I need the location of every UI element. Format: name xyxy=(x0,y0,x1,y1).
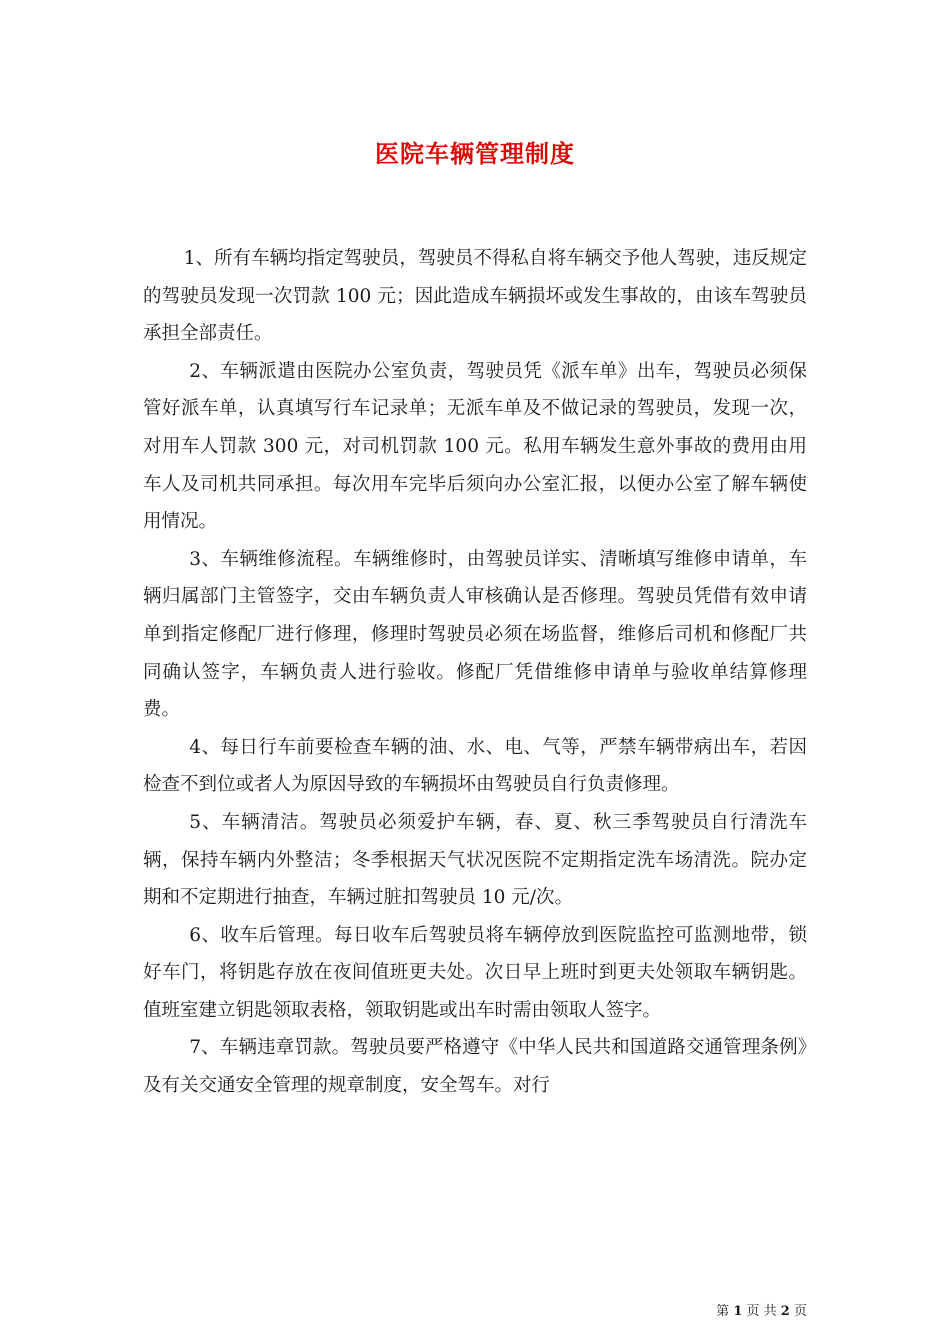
paragraph-3: 3、车辆维修流程。车辆维修时，由驾驶员详实、清晰填写维修申请单，车辆归属部门主管签字，交由车辆负责人审核确认是否修理。驾驶员凭借有效申请单到指定修配厂进行修理，修理时驾驶员必须在场监督，维修后司机和修配厂共同确认签字，车辆负责人进行验收。修配厂凭借维修申请单与验收单结算修理费。 xyxy=(143,548,807,721)
paragraph-1: 1、所有车辆均指定驾驶员，驾驶员不得私自将车辆交予他人驾驶，违反规定的驾驶员发现一次罚款 100 元；因此造成车辆损坏或发生事故的，由该车驾驶员承担全部责任。 xyxy=(143,248,807,345)
footer-prefix: 第 xyxy=(716,1304,730,1319)
footer-suffix: 页 xyxy=(793,1304,807,1319)
document-title: 医院车辆管理制度 xyxy=(375,139,575,168)
page-footer xyxy=(716,1300,807,1319)
paragraph-2: 2、车辆派遣由医院办公室负责，驾驶员凭《派车单》出车，驾驶员必须保管好派车单，认真填写行车记录单；无派车单及不做记录的驾驶员，发现一次，对用车人罚款 300 元，对司机罚款 100 元。私用车辆发生意外事故的费用由用车人及司机共同承担。每次用车完毕后须向办公室汇报，以便办公室了解车辆使用情况。 xyxy=(143,360,807,533)
footer-total-pages: 2 xyxy=(780,1304,790,1319)
paragraph-6: 6、收车后管理。每日收车后驾驶员将车辆停放到医院监控可监测地带，锁好车门，将钥匙存放在夜间值班更夫处。次日早上班时到更夫处领取车辆钥匙。值班室建立钥匙领取表格，领取钥匙或出车时需由领取人签字。 xyxy=(143,924,807,1021)
paragraph-5: 5、车辆清洁。驾驶员必须爱护车辆，春、夏、秋三季驾驶员自行清洗车辆，保持车辆内外整洁；冬季根据天气状况医院不定期指定洗车场清洗。院办定期和不定期进行抽查，车辆过脏扣驾驶员 10 元/次。 xyxy=(143,811,807,909)
footer-page-number: 1 xyxy=(733,1304,743,1319)
paragraph-7: 7、车辆违章罚款。驾驶员要严格遵守《中华人民共和国道路交通管理条例》及有关交通安全管理的规章制度，安全驾车。对行 xyxy=(143,1037,807,1097)
footer-middle: 页 共 xyxy=(746,1304,777,1319)
paragraph-4: 4、每日行车前要检查车辆的油、水、电、气等，严禁车辆带病出车，若因检查不到位或者人为原因导致的车辆损坏由驾驶员自行负责修理。 xyxy=(143,736,807,796)
document-body xyxy=(143,240,807,1105)
